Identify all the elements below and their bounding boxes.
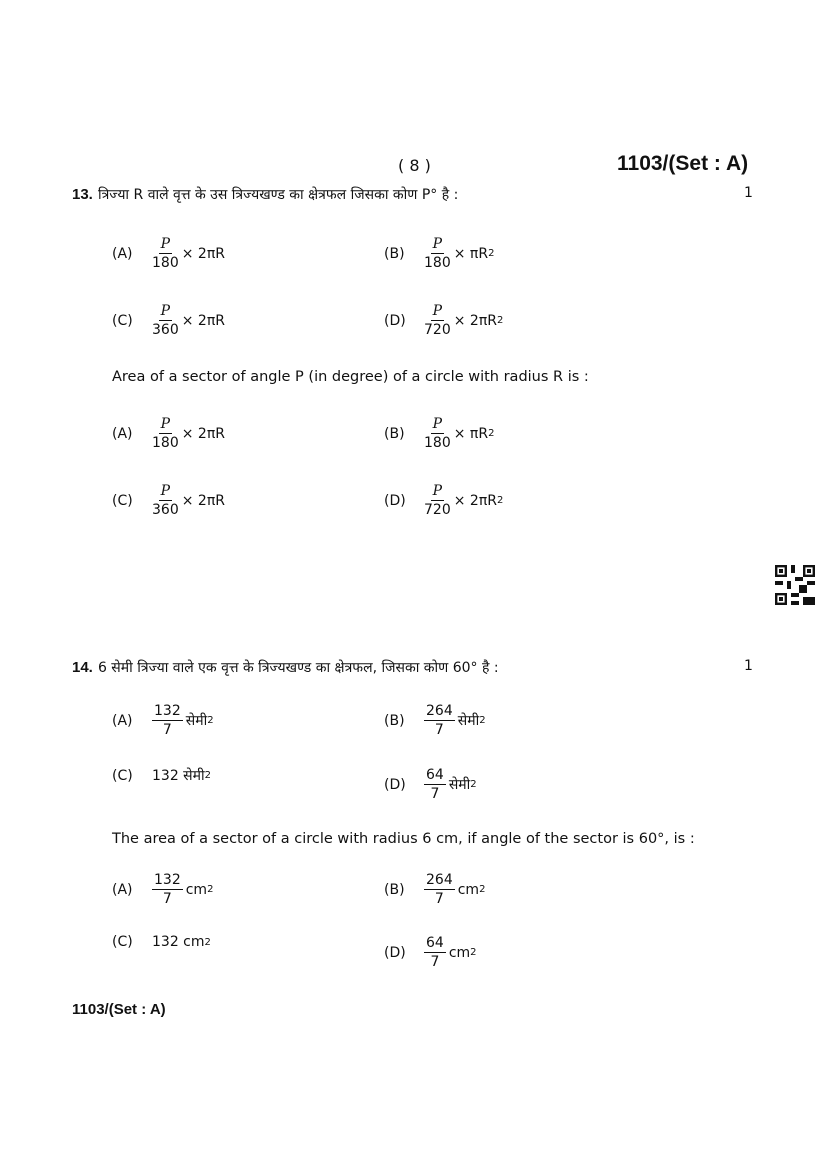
question-14-hindi <box>72 657 499 677</box>
option-label: (D) <box>384 312 406 329</box>
numerator: 132 <box>154 703 181 719</box>
numerator: P <box>432 303 443 319</box>
option-expression: cm <box>457 881 480 898</box>
option-expression: 132 सेमी <box>152 768 205 784</box>
exponent: 2 <box>479 715 486 726</box>
option-expression: × 2πR <box>181 425 225 442</box>
answer-option <box>112 482 225 519</box>
option-label: (B) <box>384 881 405 898</box>
answer-option <box>384 482 503 519</box>
answer-option <box>112 702 214 739</box>
denominator: 180 <box>152 255 179 271</box>
numerator: P <box>160 416 171 432</box>
denominator: 180 <box>424 435 451 451</box>
denominator: 720 <box>424 322 451 338</box>
question-text-hindi: त्रिज्या R वाले वृत्त के उस त्रिज्यखण्ड का क्षेत्रफल जिसका कोण P° है : <box>97 187 459 203</box>
option-label: (A) <box>112 425 133 442</box>
answer-option <box>384 871 485 908</box>
answer-option <box>384 702 486 739</box>
option-expression: 132 cm <box>152 934 205 950</box>
fraction <box>424 702 455 739</box>
question-number: 14. <box>72 659 93 676</box>
denominator: 180 <box>152 435 179 451</box>
option-label: (A) <box>112 712 133 729</box>
option-expression: × πR <box>453 425 489 442</box>
exponent: 2 <box>204 936 211 948</box>
option-expression: cm <box>185 881 208 898</box>
fraction <box>152 871 183 908</box>
numerator: P <box>160 483 171 499</box>
option-label: (C) <box>112 934 133 950</box>
answer-option <box>112 235 225 272</box>
option-label: (D) <box>384 492 406 509</box>
denominator: 720 <box>424 502 451 518</box>
option-label: (C) <box>112 767 133 784</box>
option-expression: × 2πR <box>181 245 225 262</box>
option-label: (B) <box>384 245 405 262</box>
fraction <box>152 482 179 519</box>
fraction <box>424 302 451 339</box>
fraction <box>424 934 446 971</box>
numerator: 264 <box>426 872 453 888</box>
answer-option <box>112 871 213 908</box>
paper-code-footer: 1103/(Set : A) <box>72 1001 166 1018</box>
exponent: 2 <box>204 770 212 781</box>
option-expression: सेमी <box>185 713 208 729</box>
question-text-english: Area of a sector of angle P (in degree) of a circle with radius R is : <box>112 369 589 385</box>
answer-option <box>384 934 477 971</box>
numerator: 64 <box>426 935 444 951</box>
fraction <box>424 482 451 519</box>
answer-option <box>384 235 494 272</box>
fraction <box>152 235 179 272</box>
exponent: 2 <box>470 779 477 790</box>
numerator: P <box>432 416 443 432</box>
numerator: P <box>432 236 443 252</box>
denominator: 7 <box>162 891 172 907</box>
numerator: P <box>160 303 171 319</box>
question-number: 13. <box>72 186 93 203</box>
option-label: (C) <box>112 312 133 329</box>
fraction <box>152 302 179 339</box>
option-expression: cm <box>448 944 471 961</box>
answer-option <box>112 766 211 785</box>
numerator: 64 <box>426 767 444 783</box>
answer-option <box>112 302 225 339</box>
question-marks: 1 <box>744 658 753 674</box>
exponent: 2 <box>488 248 495 259</box>
exponent: 2 <box>488 428 495 439</box>
option-label: (D) <box>384 944 406 961</box>
fraction <box>424 766 446 803</box>
numerator: P <box>432 483 443 499</box>
exponent: 2 <box>207 715 214 726</box>
answer-option <box>384 302 503 339</box>
option-expression: × 2πR <box>181 312 225 329</box>
option-label: (C) <box>112 492 133 509</box>
option-expression: × 2πR <box>453 312 497 329</box>
option-expression: × 2πR <box>453 492 497 509</box>
exponent: 2 <box>207 884 214 895</box>
exponent: 2 <box>470 947 477 958</box>
option-expression: सेमी <box>448 777 471 793</box>
option-expression: × 2πR <box>181 492 225 509</box>
answer-option <box>384 766 477 803</box>
page-number: ( 8 ) <box>398 156 431 175</box>
denominator: 360 <box>152 502 179 518</box>
fraction <box>424 235 451 272</box>
option-expression: × πR <box>453 245 489 262</box>
option-label: (A) <box>112 881 133 898</box>
paper-code-header: 1103/(Set : A) <box>617 152 749 175</box>
answer-option <box>112 415 225 452</box>
denominator: 7 <box>430 786 440 802</box>
fraction <box>424 415 451 452</box>
option-label: (A) <box>112 245 133 262</box>
numerator: 132 <box>154 872 181 888</box>
option-label: (B) <box>384 425 405 442</box>
fraction <box>424 871 455 908</box>
denominator: 7 <box>162 722 172 738</box>
option-label: (B) <box>384 712 405 729</box>
question-13-hindi <box>72 184 458 204</box>
denominator: 7 <box>434 891 444 907</box>
numerator: 264 <box>426 703 453 719</box>
option-expression: सेमी <box>457 713 480 729</box>
fraction <box>152 415 179 452</box>
denominator: 7 <box>430 954 440 970</box>
option-label: (D) <box>384 776 406 793</box>
denominator: 180 <box>424 255 451 271</box>
answer-option <box>384 415 494 452</box>
numerator: P <box>160 236 171 252</box>
qr-code <box>775 565 815 605</box>
denominator: 360 <box>152 322 179 338</box>
question-marks: 1 <box>744 185 753 201</box>
exponent: 2 <box>496 315 504 326</box>
fraction <box>152 702 183 739</box>
answer-option <box>112 934 211 950</box>
denominator: 7 <box>434 722 444 738</box>
question-text-hindi: 6 सेमी त्रिज्या वाले एक वृत्त के त्रिज्यखण्ड का क्षेत्रफल, जिसका कोण 60° है : <box>97 660 499 676</box>
exponent: 2 <box>496 495 504 506</box>
exponent: 2 <box>479 884 486 895</box>
question-text-english: The area of a sector of a circle with radius 6 cm, if angle of the sector is 60°, is : <box>112 831 695 847</box>
